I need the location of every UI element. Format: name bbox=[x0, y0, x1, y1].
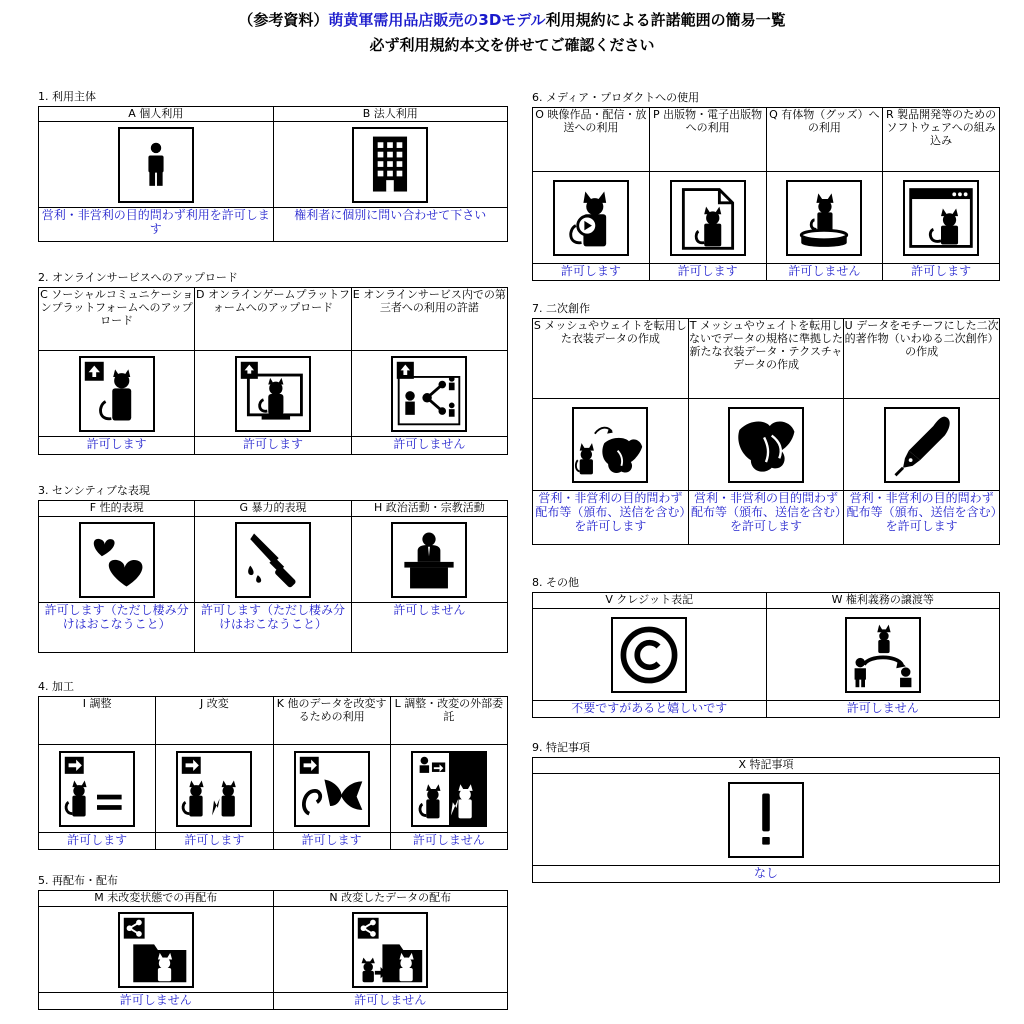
share-modified-icon bbox=[352, 912, 428, 988]
item-status: 営利・非営利の目的問わず配布等（頒布、送信を含む）を許可します bbox=[688, 491, 844, 545]
item-status: 許可します bbox=[533, 264, 650, 281]
item-status: 不要ですがあると嬉しいです bbox=[533, 701, 767, 718]
item-label: L 調整・改変の外部委託 bbox=[390, 697, 507, 745]
item-label: V クレジット表記 bbox=[533, 593, 767, 609]
hearts-icon bbox=[79, 522, 155, 598]
item-label: E オンラインサービス内での第三者への利用の許諾 bbox=[351, 288, 507, 351]
podium-icon bbox=[391, 522, 467, 598]
section-title: 5. 再配布・配布 bbox=[38, 874, 118, 887]
title-suffix: 利用規約による許諾範囲の簡易一覧 bbox=[545, 11, 786, 29]
exclamation-icon bbox=[728, 782, 804, 858]
document-icon bbox=[670, 180, 746, 256]
outsource-icon bbox=[411, 751, 487, 827]
section-title: 6. メディア・プロダクトへの使用 bbox=[532, 91, 700, 104]
section-8 bbox=[532, 576, 1000, 718]
upload-cat-icon bbox=[79, 356, 155, 432]
item-label: C ソーシャルコミュニケーションプラットフォームへのアップロード bbox=[39, 288, 195, 351]
item-status: 許可しません bbox=[39, 993, 274, 1010]
section-7 bbox=[532, 302, 1000, 545]
item-status: 許可しません bbox=[273, 993, 508, 1010]
item-label: D オンラインゲームプラットフォームへのアップロード bbox=[195, 288, 351, 351]
item-label: U データをモチーフにした二次的著作物（いわゆる二次創作）の作成 bbox=[844, 319, 1000, 399]
adjust-icon bbox=[59, 751, 135, 827]
item-status: 許可します bbox=[39, 437, 195, 455]
title-highlight: 萌黄軍需用品店販売の3Dモデル bbox=[328, 11, 546, 29]
item-label: W 権利義務の譲渡等 bbox=[766, 593, 1000, 609]
page-subtitle: 必ず利用規約本文を併せてご確認ください bbox=[369, 36, 655, 54]
item-status: 許可しません bbox=[766, 701, 1000, 718]
section-title: 3. センシティブな表現 bbox=[38, 484, 150, 497]
item-label: O 映像作品・配信・放送への利用 bbox=[533, 108, 650, 172]
section-title: 2. オンラインサービスへのアップロード bbox=[38, 271, 238, 284]
item-label: K 他のデータを改変するための利用 bbox=[273, 697, 390, 745]
page-title bbox=[0, 9, 1024, 30]
cloth-icon bbox=[728, 407, 804, 483]
item-status: 許可します bbox=[156, 833, 273, 850]
item-status: 許可します bbox=[39, 833, 156, 850]
figure-icon bbox=[786, 180, 862, 256]
section-9 bbox=[532, 741, 1000, 883]
item-label: M 未改変状態での再配布 bbox=[39, 891, 274, 907]
section-5 bbox=[38, 874, 508, 1010]
upload-share-icon bbox=[391, 356, 467, 432]
item-status: 許可します（ただし棲み分けはおこなうこと） bbox=[39, 603, 195, 653]
item-label: H 政治活動・宗教活動 bbox=[351, 501, 507, 517]
section-title: 8. その他 bbox=[532, 576, 579, 589]
item-label: P 出版物・電子出版物への利用 bbox=[649, 108, 766, 172]
item-status: 許可しません bbox=[766, 264, 883, 281]
item-status: 許可します bbox=[649, 264, 766, 281]
item-status: 許可しません bbox=[351, 603, 507, 653]
item-label: X 特記事項 bbox=[533, 758, 1000, 774]
knife-icon bbox=[235, 522, 311, 598]
item-label: G 暴力的表現 bbox=[195, 501, 351, 517]
software-icon bbox=[903, 180, 979, 256]
item-status: 営利・非営利の目的問わず利用を許可します bbox=[39, 208, 274, 242]
building-icon bbox=[352, 127, 428, 203]
item-status: 許可します bbox=[273, 833, 390, 850]
item-label: I 調整 bbox=[39, 697, 156, 745]
item-status: 営利・非営利の目的問わず配布等（頒布、送信を含む）を許可します bbox=[533, 491, 689, 545]
bow-icon bbox=[294, 751, 370, 827]
copyright-icon bbox=[611, 617, 687, 693]
title-prefix: （参考資料） bbox=[238, 11, 329, 29]
section-title: 1. 利用主体 bbox=[38, 90, 96, 103]
pen-icon bbox=[884, 407, 960, 483]
cat-to-cloth-icon bbox=[572, 407, 648, 483]
item-status: 営利・非営利の目的問わず配布等（頒布、送信を含む）を許可します bbox=[844, 491, 1000, 545]
item-label: J 改変 bbox=[156, 697, 273, 745]
item-status: 許可します（ただし棲み分けはおこなうこと） bbox=[195, 603, 351, 653]
item-label: A 個人利用 bbox=[39, 107, 274, 122]
modify-icon bbox=[176, 751, 252, 827]
section-1 bbox=[38, 90, 508, 242]
item-label: Q 有体物（グッズ）への利用 bbox=[766, 108, 883, 172]
video-icon bbox=[553, 180, 629, 256]
section-title: 7. 二次創作 bbox=[532, 302, 590, 315]
item-label: T メッシュやウェイトを転用しないでデータの規格に準拠した新たな衣装データ・テクスチャデータの作成 bbox=[688, 319, 844, 399]
item-status: 許可しません bbox=[390, 833, 507, 850]
item-label: R 製品開発等のためのソフトウェアへの組み込み bbox=[883, 108, 1000, 172]
person-icon bbox=[118, 127, 194, 203]
transfer-icon bbox=[845, 617, 921, 693]
item-label: F 性的表現 bbox=[39, 501, 195, 517]
item-status: なし bbox=[533, 866, 1000, 883]
item-status: 許可しません bbox=[351, 437, 507, 455]
item-label: S メッシュやウェイトを転用した衣装データの作成 bbox=[533, 319, 689, 399]
item-status: 権利者に個別に問い合わせて下さい bbox=[273, 208, 508, 242]
section-title: 4. 加工 bbox=[38, 680, 74, 693]
item-status: 許可します bbox=[195, 437, 351, 455]
section-title: 9. 特記事項 bbox=[532, 741, 590, 754]
share-folder-icon bbox=[118, 912, 194, 988]
item-label: B 法人利用 bbox=[273, 107, 508, 122]
section-6 bbox=[532, 91, 1000, 281]
section-3 bbox=[38, 484, 508, 653]
upload-game-icon bbox=[235, 356, 311, 432]
item-status: 許可します bbox=[883, 264, 1000, 281]
section-2 bbox=[38, 271, 508, 455]
item-label: N 改変したデータの配布 bbox=[273, 891, 508, 907]
section-4 bbox=[38, 680, 508, 850]
